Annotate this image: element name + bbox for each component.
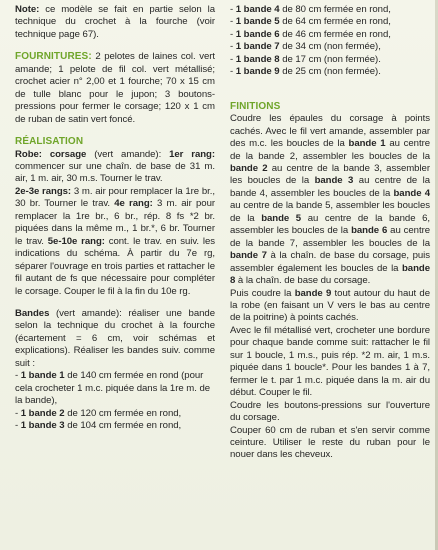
bande-text: de 17 cm (non fermée). [279,53,381,65]
note-paragraph [15,4,215,41]
bande-label: 1 bande 2 [20,407,65,419]
bande-label: 1 bande 9 [235,66,280,78]
bandes-label: Bandes [15,307,50,319]
bande-label: 1 bande 8 [235,53,280,65]
bandes-list-left [15,370,215,432]
bande-label: 1 bande 1 [20,370,65,382]
bande-label: 1 bande 3 [20,420,65,432]
bande-ref: bande 5 [261,212,302,224]
list-item: - 1 bande 8 de 17 cm (non fermée). [230,53,381,65]
bande-text: de 120 cm fermée en rond, [64,407,182,419]
bandes-text: (vert amande): réaliser une bande selon la technique du crochet à la fourche (écartement = 6 cm, voir schémas et explications). Réaliser les bandes suiv. comme suit : [15,307,215,369]
rangs23-text: 3 m. air pour remplacer la 1re br., 30 br. Tourner le trav. [15,185,215,210]
finitions-paragraph-1: Coudre les épaules du corsage à points cachés. Avec le fil vert amande, assembler par des m.c. les boucles de la bande 1 au centre de la bande 2, assembler les boucles de la bande 2 au centre de la bande 3, assembler les boucles de la bande 3 au centre de la bande 4, assembler les boucles de la bande 4 au centre de la bande 5, assembler les boucles de la bande 5 au centre de la bande 6, assembler les boucles de la bande 6 au centre de la bande 7, assembler les boucles de la bande 7 à la chaîn. de base du corsage, puis assembler également les boucles de la bande 8 à la chaîn. de base du corsage. [230,113,431,287]
bande-label: 1 bande 7 [235,41,280,53]
bande-ref: bande 8 [230,262,430,287]
rang4-text: 3 m. air pour remplacer la 1re br., 6 br., rép. 8 fs *2 br. piquées dans la même m., 1 br.*, 6 br. Tourner le trav. [15,198,216,247]
bande-ref: bande 1 [348,138,386,150]
finitions-heading: FINITIONS [230,100,281,112]
list-item: - 1 bande 5 de 64 cm fermée en rond, [230,16,391,28]
finitions-paragraph-4: Coudre les boutons-pressions sur l'ouverture du corsage. [230,399,430,424]
rang4-label: 4e rang: [114,198,153,210]
robe-label: Robe: corsage [15,148,87,160]
list-item: - 1 bande 1 de 140 cm fermée en rond (pour cela crocheter 1 m.c. piquée dans la 1re m. de la bande), [15,370,211,407]
bande-ref: bande 3 [314,175,354,187]
left-column [15,4,215,433]
list-item: - 1 bande 2 de 120 cm fermée en rond, [15,407,182,419]
note-label: Note: [15,4,40,15]
list-item: - 1 bande 6 de 46 cm fermée en rond, [230,28,391,40]
bande-ref: bande 7 [230,250,267,262]
list-item: - 1 bande 4 de 80 cm fermée en rond, [230,4,391,15]
bande-ref: bande 6 [351,225,388,237]
rangs23-paragraph [15,186,215,298]
bande-ref: bande 4 [393,187,430,199]
robe-mid: (vert amande): [86,148,170,160]
bande-label: 1 bande 4 [235,4,280,15]
rang1-label: 1er rang: [169,148,215,160]
rangs23-label: 2e-3e rangs: [15,185,72,197]
bande-text: de 80 cm fermée en rond, [279,4,391,15]
finitions-paragraph-2: Puis coudre la bande 9 tout autour du haut de la robe (en faisant un V vers le bas au centre de la poitrine) à points cachés. [230,287,430,324]
bande-text: de 46 cm fermée en rond, [279,28,391,40]
bande-ref: bande 9 [294,287,332,299]
list-item: - 1 bande 9 de 25 cm (non fermée). [230,66,381,78]
fournitures-text: 2 pelotes de laines col. vert amande; 1 pelote de fil col. vert métallisé; crochet acier n° 2,00 et 1 fourche; 70 x 15 cm de tulle blanc pour le jupon; 3 boutons-pressions pour fermer le corsage; 120 x 1 cm de ruban de satin vert foncé. [15,51,215,125]
bande-text: de 25 cm (non fermée). [279,66,381,78]
fournitures-heading: FOURNITURES: [15,51,92,63]
rangs510-text: cont. le trav. en suiv. les indications du schéma. À partir du 7e rg, séparer l'ouvrage en trois parties et rattacher le fil autant de fs que nécessaire pour compléter le corsage. Couper le fil à la fin du 10e rg. [15,235,215,297]
rangs510-label: 5e-10e rang: [47,235,105,247]
fournitures-paragraph [15,51,215,126]
list-item: - 1 bande 3 de 104 cm fermée en rond, [15,420,182,432]
list-item: - 1 bande 7 de 34 cm (non fermée), [230,41,381,53]
bande-text: de 64 cm fermée en rond, [279,16,391,28]
bande-text: de 140 cm fermée en rond (pour cela crocheter 1 m.c. piquée dans la 1re m. de la bande), [15,370,211,407]
note-text: ce modèle se fait en partie selon la technique du crochet à la fourche (voir technique page 67). [15,4,215,40]
bandes-paragraph [15,308,215,370]
bande-text: de 34 cm (non fermée), [279,41,381,53]
bande-label: 1 bande 6 [235,28,280,40]
bande-label: 1 bande 5 [235,16,280,28]
right-column [230,4,430,462]
rang1-text: commencer sur une chaîn. de base de 31 m. air, 1 m. air, 30 m.s. Tourner le trav. [15,160,215,185]
finitions-paragraph-3: Avec le fil métallisé vert, crocheter une bordure pour chaque bande comme suit: rattacher le fil sur 1 boucle, 1 m.s., puis rép. *2 m. air, 1 m.s. piquée dans 1 boucle*. Pour les bandes 1 à 7, fermer le t. par 1 m.c. piquée dans la m. air du début. Couper le fil. [230,324,430,399]
bande-ref: bande 2 [230,162,268,174]
robe-paragraph [15,149,215,186]
bandes-list-right [230,4,430,79]
realisation-heading: RÉALISATION [15,136,84,148]
finitions-paragraph-5: Couper 60 cm de ruban et s'en servir comme ceinture. Utiliser le reste du ruban pour le nouer dans les cheveux. [230,424,430,461]
bande-text: de 104 cm fermée en rond, [64,420,182,432]
